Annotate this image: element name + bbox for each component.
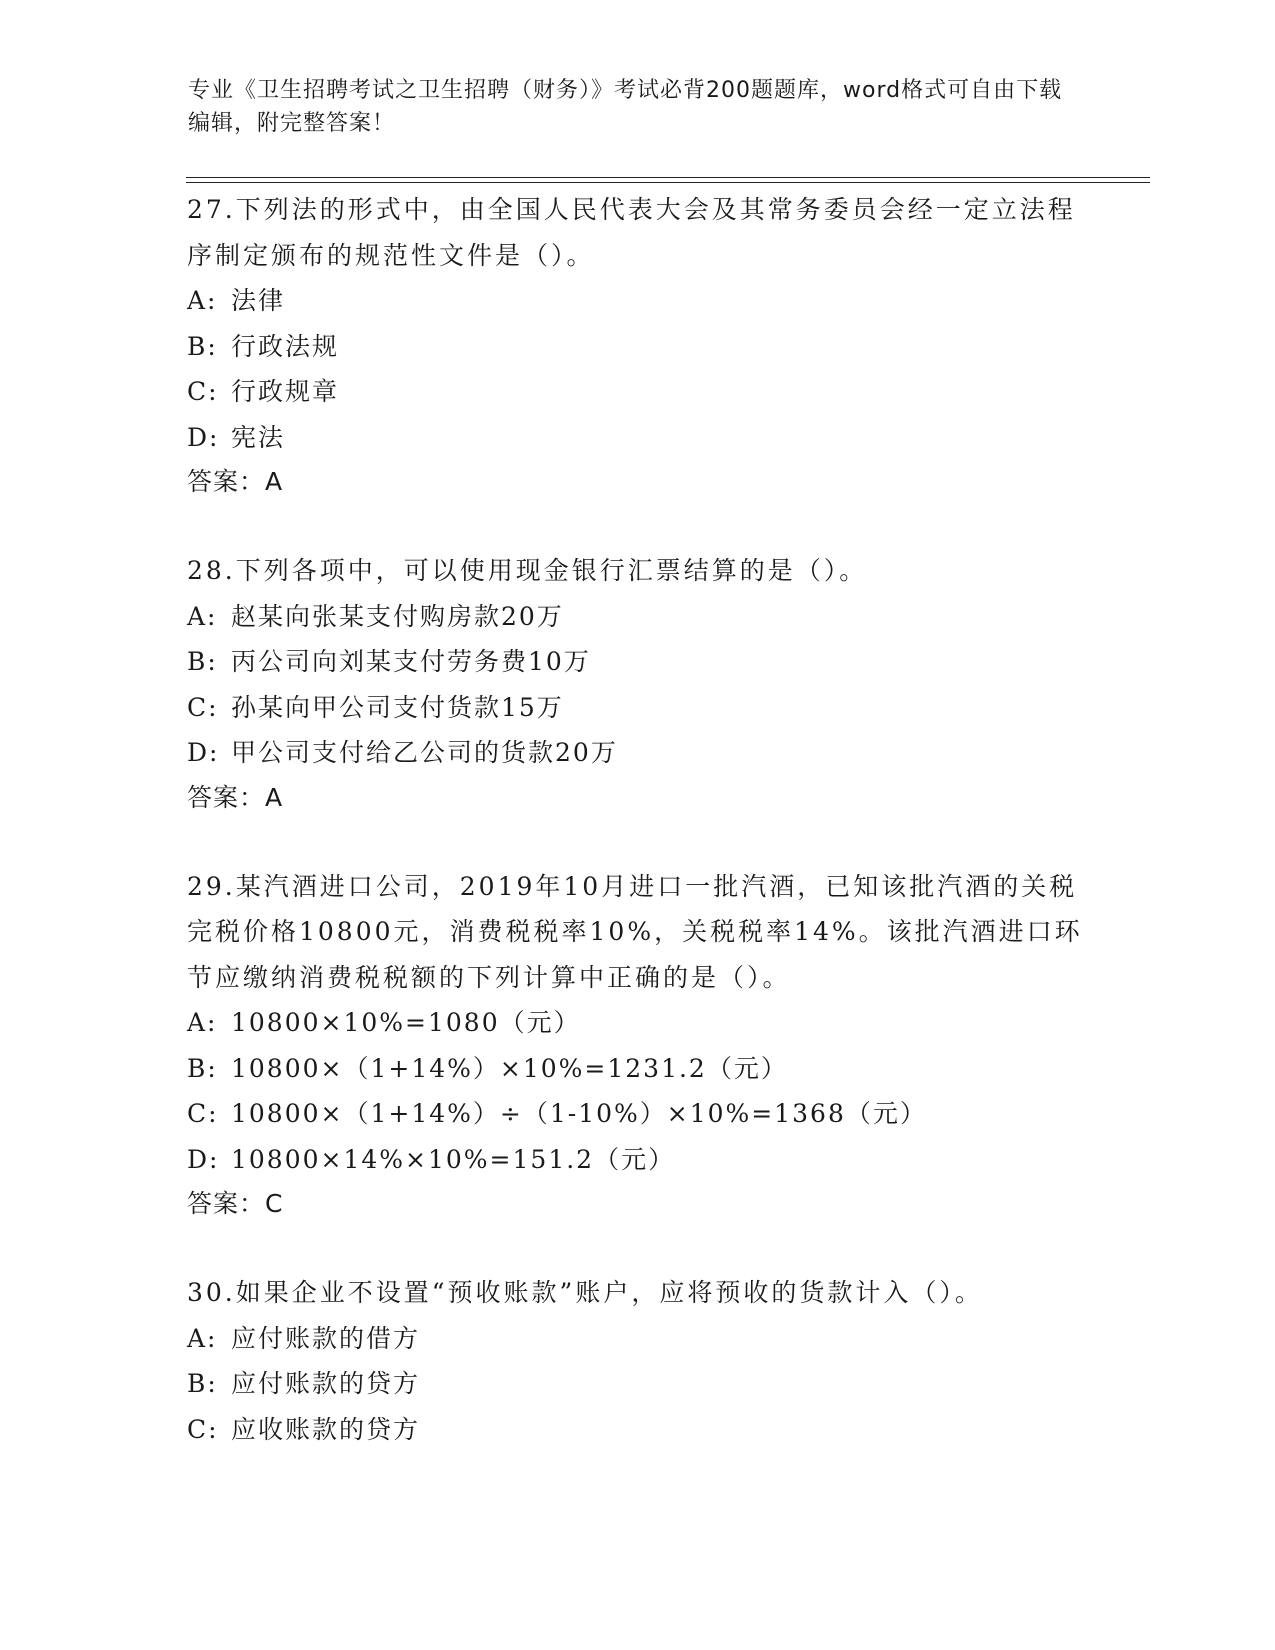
option-c: [187, 1407, 1087, 1453]
question-stem: 30.如果企业不设置“预收账款”账户，应将预收的货款计入（）。: [187, 1278, 983, 1307]
option-b: [187, 324, 1087, 370]
question-30: [187, 1270, 1087, 1452]
option-text: 10800×10%=1080（元）: [231, 1008, 581, 1037]
option-c: [187, 369, 1087, 415]
header-text: 专业《卫生招聘考试之卫生招聘（财务）》考试必背200题题库，word格式可自由下载编辑，附完整答案！: [188, 78, 1063, 136]
answer-line: [187, 460, 1087, 504]
question-stem: 28.下列各项中，可以使用现金银行汇票结算的是（）。: [187, 556, 868, 585]
question-list: [187, 187, 1087, 1452]
option-text: 应收账款的贷方: [231, 1414, 421, 1444]
option-d: [187, 1137, 1087, 1183]
option-a: [187, 594, 1087, 640]
option-letter: B:: [187, 1369, 218, 1398]
answer-value: A: [265, 467, 284, 496]
question-29: [187, 864, 1087, 1227]
option-letter: D:: [187, 738, 220, 767]
option-letter: B:: [187, 1053, 218, 1083]
option-letter: C:: [187, 692, 219, 722]
option-letter: C:: [187, 1414, 219, 1444]
option-text: 丙公司向刘某支付劳务费10万: [231, 647, 591, 676]
option-letter: A:: [187, 1323, 218, 1353]
answer-prefix: 答案：: [187, 782, 266, 812]
option-text: 行政规章: [231, 377, 340, 406]
option-text: 赵某向张某支付购房款20万: [231, 601, 564, 631]
option-letter: D:: [187, 1144, 220, 1174]
option-d: [187, 730, 1087, 776]
option-text: 甲公司支付给乙公司的货款20万: [231, 738, 618, 767]
header-divider-thin: [186, 182, 1150, 183]
option-letter: A:: [187, 286, 218, 315]
option-a: [187, 1316, 1087, 1362]
option-text: 应付账款的贷方: [231, 1369, 421, 1398]
option-letter: D:: [187, 422, 220, 452]
option-a: [187, 1000, 1087, 1046]
document-header: [188, 74, 1068, 140]
option-letter: B:: [187, 331, 218, 361]
question-spacer: [187, 1226, 1087, 1270]
option-letter: C:: [187, 1099, 219, 1128]
option-b: [187, 639, 1087, 685]
question-stem: 27.下列法的形式中，由全国人民代表大会及其常务委员会经一定立法程序制定颁布的规范性文件是（）。: [187, 195, 1076, 270]
answer-value: C: [265, 1189, 284, 1218]
option-letter: B:: [187, 647, 218, 676]
header-divider-thick: [186, 177, 1150, 178]
answer-prefix: 答案：: [187, 1189, 266, 1218]
option-d: [187, 415, 1087, 461]
option-text: 法律: [231, 286, 286, 315]
option-text: 孙某向甲公司支付货款15万: [231, 692, 564, 722]
answer-value: A: [265, 782, 284, 812]
option-a: [187, 278, 1087, 324]
option-text: 宪法: [231, 422, 286, 452]
option-text: 10800×（1+14%）×10%=1231.2（元）: [231, 1053, 788, 1083]
answer-line: [187, 1182, 1087, 1226]
question-stem: 29.某汽酒进口公司，2019年10月进口一批汽酒，已知该批汽酒的关税完税价格10800元，消费税税率10%，关税税率14%。该批汽酒进口环节应缴纳消费税税额的下列计算中正确的是（）。: [187, 871, 1083, 992]
question-27: [187, 187, 1087, 504]
question-spacer: [187, 504, 1087, 548]
option-b: [187, 1046, 1087, 1092]
option-text: 10800×14%×10%=151.2（元）: [231, 1144, 676, 1174]
option-text: 10800×（1+14%）÷（1-10%）×10%=1368（元）: [231, 1099, 927, 1128]
question-28: [187, 548, 1087, 820]
question-spacer: [187, 820, 1087, 864]
option-letter: C:: [187, 377, 219, 406]
option-letter: A:: [187, 1008, 218, 1037]
option-c: [187, 1091, 1087, 1137]
option-text: 应付账款的借方: [231, 1323, 421, 1353]
option-text: 行政法规: [231, 331, 340, 361]
option-letter: A:: [187, 601, 218, 631]
answer-line: [187, 776, 1087, 820]
answer-prefix: 答案：: [187, 467, 266, 496]
option-c: [187, 685, 1087, 731]
option-b: [187, 1361, 1087, 1407]
